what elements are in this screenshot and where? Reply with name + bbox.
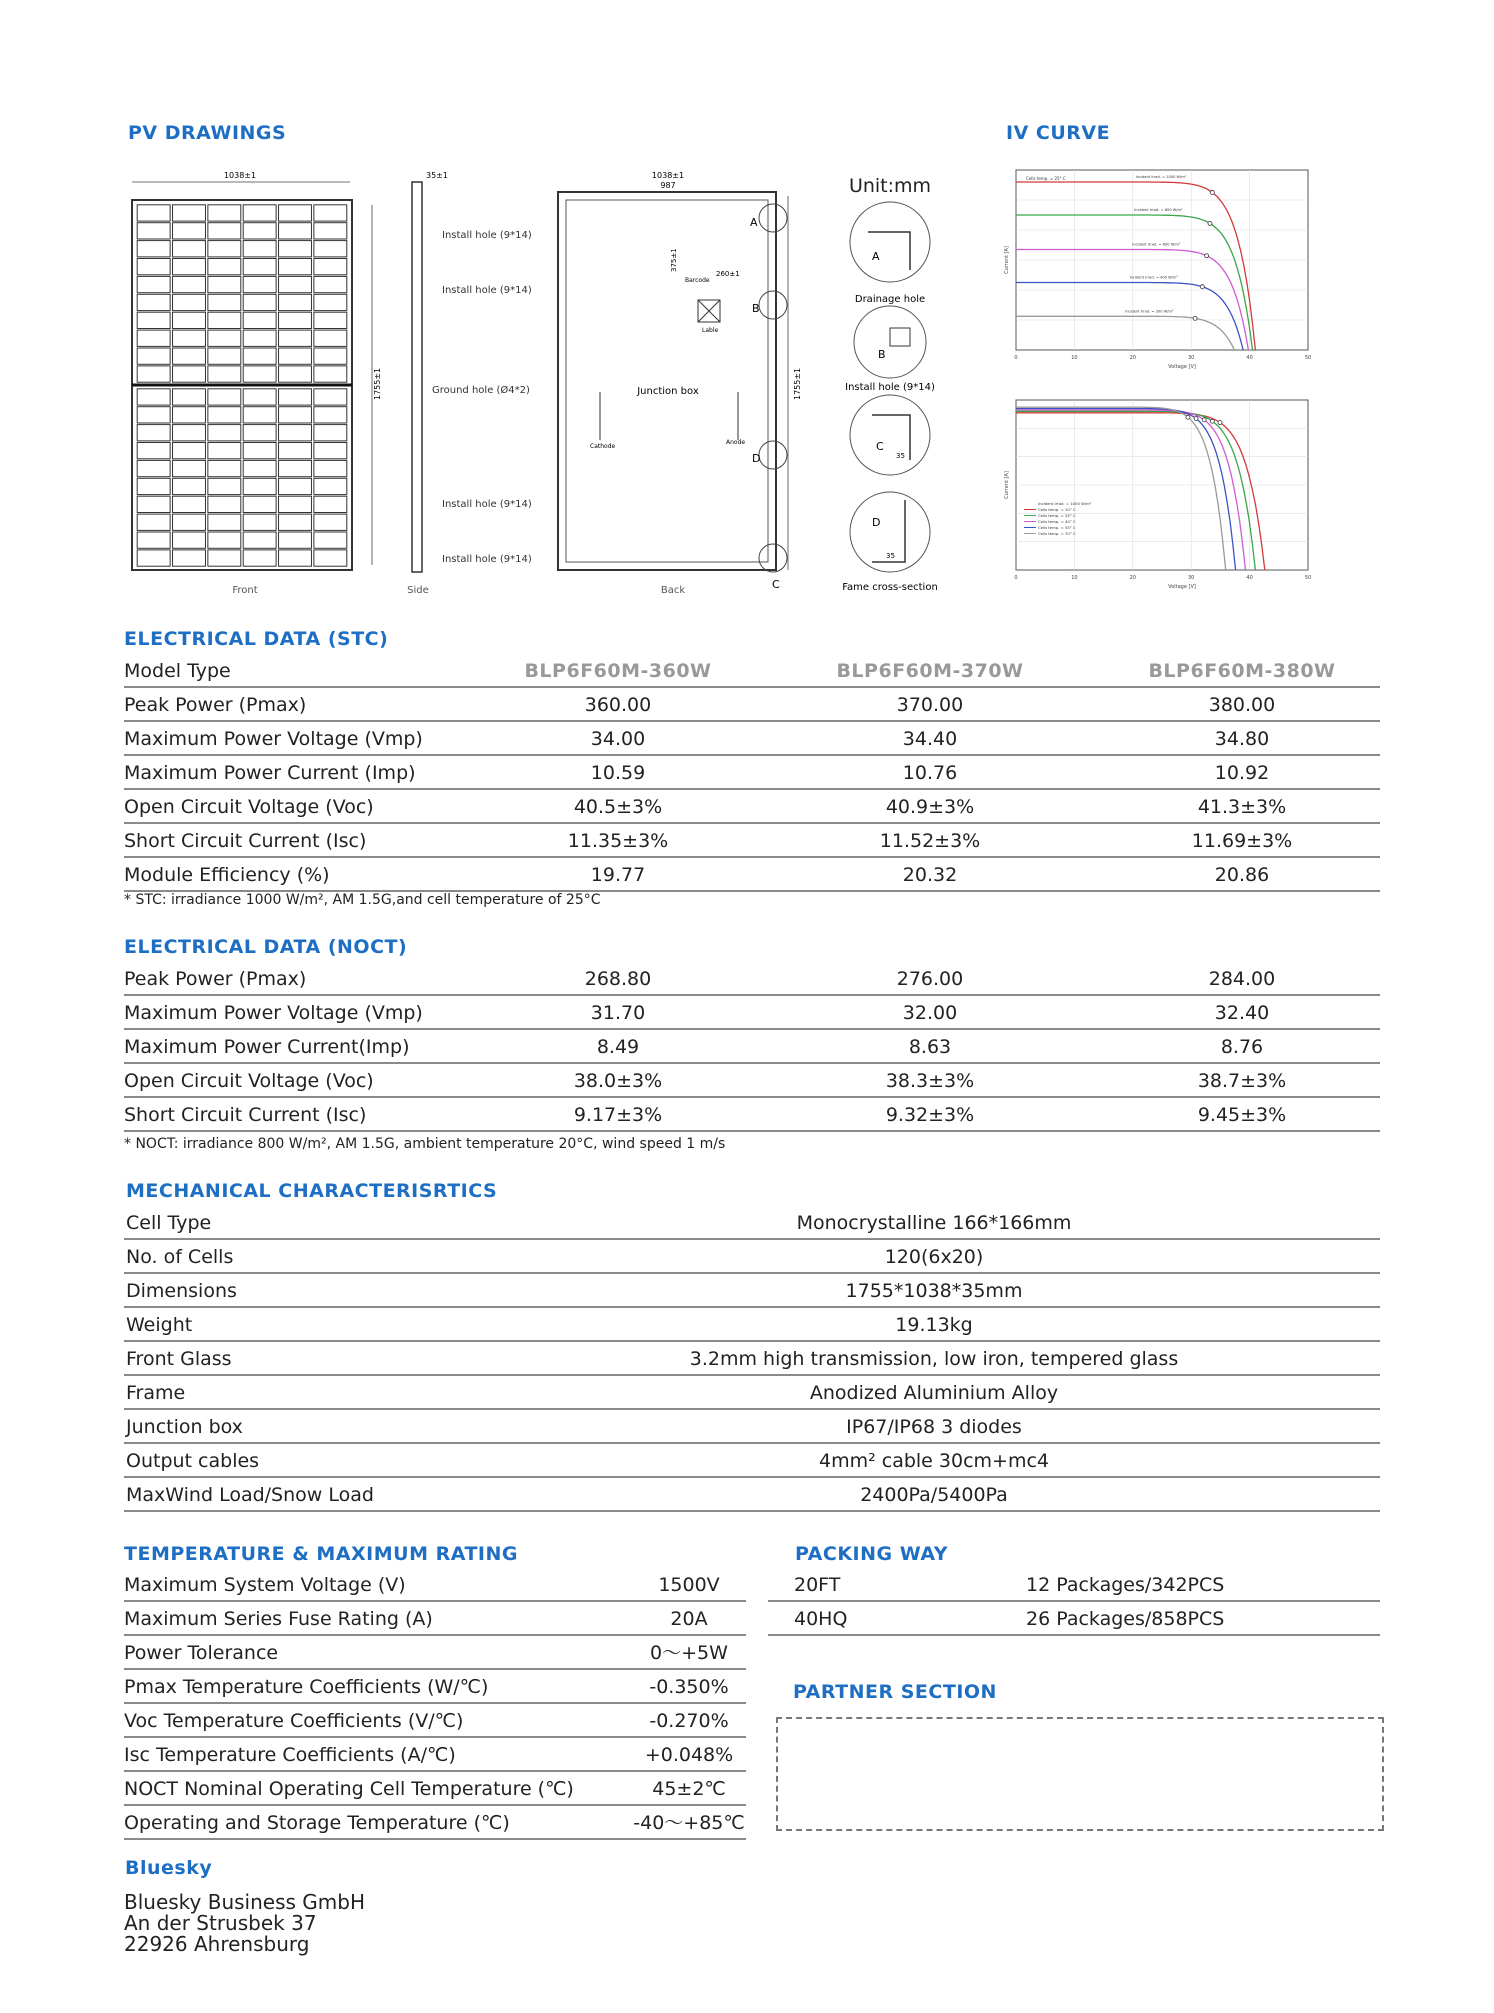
stc-note: * STC: irradiance 1000 W/m², AM 1.5G,and cell temperature of 25°C: [124, 892, 601, 908]
svg-text:Cathode: Cathode: [590, 443, 616, 450]
row-label: Open Circuit Voltage (Voc): [124, 796, 374, 818]
table-row: [124, 824, 1380, 858]
row-value: 1500V: [658, 1574, 720, 1596]
mpp-marker: [1205, 254, 1209, 258]
table-row: [124, 1064, 1380, 1098]
row-label: Power Tolerance: [124, 1642, 279, 1664]
svg-text:375±1: 375±1: [670, 248, 678, 272]
svg-text:1755±1: 1755±1: [373, 367, 382, 400]
x-tick-label: 10: [1071, 355, 1078, 361]
row-value: 3.2mm high transmission, low iron, tempered glass: [689, 1348, 1179, 1370]
row-label: Peak Power (Pmax): [124, 968, 307, 990]
x-tick-label: 0: [1014, 575, 1018, 581]
row-label: Maximum Series Fuse Rating (A): [124, 1608, 433, 1630]
row-label: Isc Temperature Coefficients (A/℃): [124, 1744, 456, 1766]
header-cell: BLP6F60M-360W: [524, 660, 712, 682]
row-label: Operating and Storage Temperature (℃): [124, 1812, 510, 1834]
cell-380w: 9.45±3%: [1197, 1104, 1287, 1126]
mpp-marker: [1210, 190, 1214, 194]
svg-text:A: A: [750, 216, 758, 229]
cell-360w: 40.5±3%: [573, 796, 663, 818]
row-value: +0.048%: [644, 1744, 734, 1766]
svg-text:D: D: [752, 452, 761, 465]
svg-text:Anode: Anode: [726, 439, 746, 446]
fame-cross-section-label: Fame cross-section: [842, 582, 938, 593]
table-row: [124, 1806, 746, 1840]
row-label: Voc Temperature Coefficients (V/℃): [124, 1710, 464, 1732]
row-label: Weight: [126, 1314, 193, 1336]
front-label: Front: [232, 585, 258, 596]
table-row: [768, 1568, 1380, 1602]
x-tick-label: 30: [1188, 575, 1195, 581]
svg-text:1038±1: 1038±1: [223, 171, 257, 180]
x-tick-label: 30: [1188, 355, 1195, 361]
svg-text:35±1: 35±1: [426, 171, 448, 180]
cell-380w: 8.76: [1220, 1036, 1264, 1058]
table-row: [124, 1410, 1380, 1444]
x-axis-label: Voltage [V]: [1168, 584, 1196, 590]
row-label: Dimensions: [126, 1280, 237, 1302]
legend-text: Cells temp. = 10° C: [1038, 507, 1076, 512]
address-line-1: Bluesky Business GmbH: [124, 1890, 366, 1914]
table-row: [124, 1636, 746, 1670]
row-value: 45±2℃: [652, 1778, 726, 1800]
legend-text: Cells temp. = 25° C: [1038, 513, 1076, 518]
table-row: [124, 1478, 1380, 1512]
svg-text:35: 35: [896, 452, 905, 460]
back-view-drawing: [558, 171, 802, 596]
row-value: 120(6x20): [884, 1246, 984, 1268]
mpp-marker: [1186, 415, 1190, 419]
cell-360w: 10.59: [590, 762, 646, 784]
cell-380w: 38.7±3%: [1197, 1070, 1287, 1092]
x-tick-label: 50: [1304, 575, 1312, 581]
cell-370w: 38.3±3%: [885, 1070, 975, 1092]
row-value: 19.13kg: [895, 1314, 973, 1336]
row-value: 0～+5W: [650, 1642, 728, 1664]
cell-360w: 38.0±3%: [573, 1070, 663, 1092]
detail-drawings: [842, 175, 938, 593]
front-view-drawing: [132, 171, 382, 596]
svg-text:D: D: [872, 516, 881, 529]
x-tick-label: 20: [1129, 355, 1136, 361]
row-label: Junction box: [126, 1416, 243, 1438]
table-row: [124, 1772, 746, 1806]
packing-table: [768, 1568, 1380, 1636]
x-tick-label: 20: [1129, 575, 1136, 581]
temp-table: [124, 1568, 746, 1840]
row-value: Anodized Aluminium Alloy: [809, 1382, 1059, 1404]
partner-box: [776, 1717, 1384, 1831]
row-value: -0.350%: [649, 1676, 729, 1698]
row-label: NOCT Nominal Operating Cell Temperature (℃): [124, 1778, 574, 1800]
row-value: Monocrystalline 166*166mm: [796, 1212, 1072, 1234]
x-tick-label: 50: [1304, 355, 1312, 361]
address-line-2: An der Strusbek 37: [124, 1911, 317, 1935]
cell-370w: 40.9±3%: [885, 796, 975, 818]
svg-text:Install hole (9*14): Install hole (9*14): [442, 230, 532, 241]
cell-370w: 34.40: [902, 728, 958, 750]
mpp-marker: [1194, 417, 1198, 421]
cell-380w: 41.3±3%: [1197, 796, 1287, 818]
row-value: 4mm² cable 30cm+mc4: [818, 1450, 1049, 1472]
cell-360w: 11.35±3%: [567, 830, 669, 852]
mpp-marker: [1210, 419, 1214, 423]
partner-heading: PARTNER SECTION: [793, 1681, 997, 1703]
svg-text:B: B: [878, 348, 886, 361]
pv-drawings-heading: PV DRAWINGS: [128, 122, 287, 144]
table-row: [124, 790, 1380, 824]
row-value: -40～+85℃: [633, 1812, 745, 1834]
svg-text:Ground hole (Ø4*2): Ground hole (Ø4*2): [432, 385, 530, 396]
table-row: [124, 1704, 746, 1738]
curve-label: Incident Irrad. = 400 W/m²: [1129, 275, 1178, 280]
row-value: IP67/IP68 3 diodes: [846, 1416, 1022, 1438]
row-label: Short Circuit Current (Isc): [124, 830, 367, 852]
back-label: Back: [660, 585, 686, 596]
curve-label: Incident Irrad. = 800 W/m²: [1134, 208, 1183, 212]
mpp-marker: [1200, 285, 1204, 289]
row-label: Front Glass: [126, 1348, 232, 1370]
packing-heading: PACKING WAY: [795, 1543, 948, 1565]
cell-360w: 19.77: [590, 864, 646, 886]
svg-text:A: A: [872, 250, 880, 263]
cell-380w: 284.00: [1208, 968, 1276, 990]
cell-360w: 34.00: [590, 728, 646, 750]
svg-text:260±1: 260±1: [716, 270, 740, 278]
x-tick-label: 40: [1246, 355, 1253, 361]
noct-note: * NOCT: irradiance 800 W/m², AM 1.5G, ambient temperature 20°C, wind speed 1 m/s: [124, 1136, 726, 1152]
cell-370w: 10.76: [902, 762, 958, 784]
row-label: Maximum Power Voltage (Vmp): [124, 728, 423, 750]
svg-text:Barcode: Barcode: [685, 277, 710, 284]
svg-text:987: 987: [660, 181, 676, 190]
row-value: 20A: [670, 1608, 708, 1630]
table-row: [768, 1602, 1380, 1636]
table-row: [124, 688, 1380, 722]
y-axis-label: Current [A]: [1004, 246, 1010, 274]
table-row: [124, 1098, 1380, 1132]
mpp-marker: [1218, 421, 1222, 425]
row-label: No. of Cells: [126, 1246, 234, 1268]
legend-text: Cells temp. = 25° C: [1026, 176, 1066, 181]
cell-370w: 20.32: [902, 864, 958, 886]
cell-360w: 31.70: [590, 1002, 646, 1024]
legend-text: Cells temp. = 70° C: [1038, 531, 1076, 536]
cell-380w: 10.92: [1214, 762, 1270, 784]
cell-380w: 32.40: [1214, 1002, 1270, 1024]
row-label: Short Circuit Current (Isc): [124, 1104, 367, 1126]
table-row: [124, 1274, 1380, 1308]
row-label: Frame: [126, 1382, 186, 1404]
svg-text:Lable: Lable: [702, 327, 719, 334]
svg-text:C: C: [876, 440, 884, 453]
curve-label: Incident Irrad. = 600 W/m²: [1132, 242, 1181, 247]
header-cell: BLP6F60M-370W: [836, 660, 1024, 682]
company-name: Bluesky: [125, 1857, 213, 1879]
mpp-marker: [1193, 316, 1197, 320]
svg-text:1038±1: 1038±1: [651, 171, 685, 180]
cell-370w: 276.00: [896, 968, 964, 990]
cell-370w: 9.32±3%: [885, 1104, 975, 1126]
legend-text: Cells temp. = 40° C: [1038, 519, 1076, 524]
table-row: [124, 1670, 746, 1704]
cell-360w: 360.00: [584, 694, 652, 716]
row-label: Open Circuit Voltage (Voc): [124, 1070, 374, 1092]
mpp-marker: [1208, 221, 1212, 225]
mech-table: [124, 1206, 1380, 1512]
row-value: 1755*1038*35mm: [845, 1280, 1023, 1302]
table-row: [124, 962, 1380, 996]
table-row: [124, 1240, 1380, 1274]
row-label: Peak Power (Pmax): [124, 694, 307, 716]
stc-table: [124, 654, 1380, 892]
side-label: Side: [407, 585, 429, 596]
table-row: [124, 1738, 746, 1772]
curve-label: Incident Irrad. = 200 W/m²: [1125, 309, 1174, 314]
row-value: 2400Pa/5400Pa: [860, 1484, 1008, 1506]
cell-380w: 34.80: [1214, 728, 1270, 750]
cell-370w: 11.52±3%: [879, 830, 981, 852]
table-header-row: [124, 654, 1380, 688]
row-label: Maximum Power Current(Imp): [124, 1036, 410, 1058]
row-label: Module Efficiency (%): [124, 864, 330, 886]
table-row: [124, 858, 1380, 892]
cell-370w: 8.63: [908, 1036, 952, 1058]
y-axis-label: Current [A]: [1004, 471, 1010, 499]
unit-label: Unit:mm: [848, 175, 932, 197]
svg-text:Install hole (9*14): Install hole (9*14): [845, 382, 935, 393]
table-row: [124, 1342, 1380, 1376]
cell-360w: 9.17±3%: [573, 1104, 663, 1126]
x-tick-label: 40: [1246, 575, 1253, 581]
iv-curve-irradiance-chart: [1000, 166, 1312, 376]
table-row: [124, 1206, 1380, 1240]
svg-text:Drainage hole: Drainage hole: [854, 294, 926, 305]
row-label: Cell Type: [126, 1212, 212, 1234]
x-tick-label: 0: [1014, 355, 1018, 361]
table-row: [124, 1376, 1380, 1410]
junction-box-label: Junction box: [637, 386, 699, 397]
header-cell: BLP6F60M-380W: [1148, 660, 1336, 682]
x-axis-label: Voltage [V]: [1168, 364, 1196, 370]
row-label: MaxWind Load/Snow Load: [126, 1484, 374, 1506]
noct-table: [124, 962, 1380, 1132]
iv-curve-heading: IV CURVE: [1006, 122, 1111, 144]
package-count: 12 Packages/342PCS: [1026, 1574, 1225, 1596]
table-row: [124, 1444, 1380, 1478]
legend-text: Cells temp. = 55° C: [1038, 525, 1076, 530]
legend-text: Incident Irrad. = 1000 W/m²: [1038, 501, 1092, 506]
row-label: Pmax Temperature Coefficients (W/℃): [124, 1676, 489, 1698]
table-row: [124, 1602, 746, 1636]
stc-heading: ELECTRICAL DATA (STC): [124, 628, 389, 650]
mech-heading: MECHANICAL CHARACTERISRTICS: [126, 1180, 498, 1202]
row-label: Maximum Power Voltage (Vmp): [124, 1002, 423, 1024]
cell-360w: 8.49: [596, 1036, 640, 1058]
cell-380w: 11.69±3%: [1191, 830, 1293, 852]
table-row: [124, 722, 1380, 756]
iv-curve-temperature-chart: [1000, 396, 1312, 596]
table-row: [124, 1308, 1380, 1342]
table-row: [124, 1568, 746, 1602]
mpp-marker: [1202, 418, 1206, 422]
cell-360w: 268.80: [584, 968, 652, 990]
svg-text:C: C: [772, 578, 780, 591]
svg-text:Install hole (9*14): Install hole (9*14): [442, 285, 532, 296]
row-value: -0.270%: [649, 1710, 729, 1732]
cell-380w: 380.00: [1208, 694, 1276, 716]
cell-370w: 32.00: [902, 1002, 958, 1024]
table-row: [124, 1030, 1380, 1064]
table-row: [124, 756, 1380, 790]
svg-text:Install hole (9*14): Install hole (9*14): [442, 499, 532, 510]
container-type: 20FT: [794, 1574, 841, 1596]
svg-text:1755±1: 1755±1: [793, 367, 802, 400]
header-cell: Model Type: [124, 660, 231, 682]
svg-text:B: B: [752, 302, 760, 315]
container-type: 40HQ: [794, 1608, 848, 1630]
cell-370w: 370.00: [896, 694, 964, 716]
pv-drawings: [120, 160, 960, 600]
hole-labels: [432, 230, 532, 565]
x-tick-label: 10: [1071, 575, 1078, 581]
row-label: Maximum System Voltage (V): [124, 1574, 406, 1596]
cell-380w: 20.86: [1214, 864, 1270, 886]
svg-text:35: 35: [886, 552, 895, 560]
address-line-3: 22926 Ahrensburg: [124, 1932, 310, 1956]
table-row: [124, 996, 1380, 1030]
row-label: Output cables: [126, 1450, 260, 1472]
temp-heading: TEMPERATURE & MAXIMUM RATING: [124, 1543, 518, 1565]
svg-text:Install hole (9*14): Install hole (9*14): [442, 554, 532, 565]
row-label: Maximum Power Current (Imp): [124, 762, 416, 784]
package-count: 26 Packages/858PCS: [1026, 1608, 1225, 1630]
noct-heading: ELECTRICAL DATA (NOCT): [124, 936, 408, 958]
curve-label: Incident Irrad. = 1000 W/m²: [1135, 175, 1187, 179]
